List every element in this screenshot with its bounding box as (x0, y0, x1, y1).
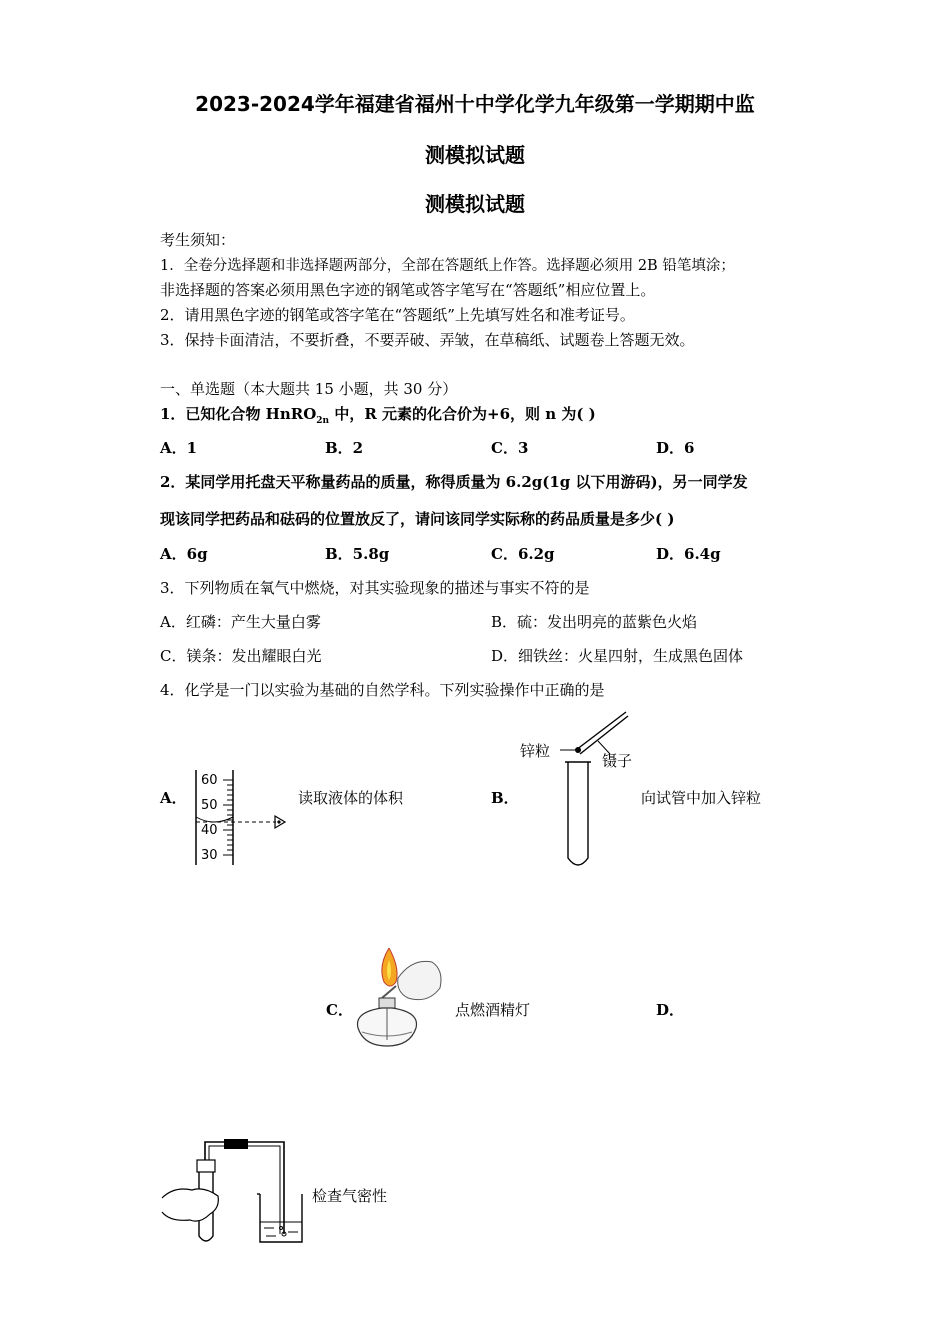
question-4-option-d-text: 检查气密性 (312, 1187, 388, 1205)
question-1-stem-sub: 2n (316, 416, 330, 426)
cylinder-tick-30: 30 (201, 848, 218, 863)
section-heading: 一、单选题（本大题共 15 小题，共 30 分） (160, 380, 458, 398)
page-title-line-1: 2023-2024学年福建省福州十中学化学九年级第一学期期中监 (195, 92, 755, 116)
question-3-option-c[interactable]: C．镁条：发出耀眼白光 (160, 647, 322, 665)
question-4-option-b-text: 向试管中加入锌粒 (641, 789, 762, 807)
question-3-stem: 3．下列物质在氧气中燃烧，对其实验现象的描述与事实不符的是 (160, 579, 590, 597)
airtightness-check-figure (160, 1134, 310, 1246)
question-2-option-c[interactable]: C．6.2g (491, 545, 555, 563)
notice-item-1b: 非选择题的答案必须用黑色字迹的钢笔或答字笔写在“答题纸”相应位置上。 (160, 281, 656, 299)
question-3-option-d[interactable]: D．细铁丝：火星四射，生成黑色固体 (491, 647, 744, 665)
graduated-cylinder-reading-figure (193, 765, 293, 867)
notice-heading: 考生须知： (160, 231, 236, 249)
cylinder-tick-40: 40 (201, 823, 218, 838)
question-4-option-d[interactable]: D． (656, 1001, 685, 1019)
page-title-line-2: 测模拟试题 (425, 143, 525, 167)
question-1-option-c[interactable]: C．3 (491, 439, 529, 457)
question-1-stem-pre: 1．已知化合物 HnRO (160, 405, 317, 423)
question-1-option-b[interactable]: B．2 (325, 439, 364, 457)
question-2-option-a[interactable]: A．6g (160, 545, 208, 563)
question-3-option-b[interactable]: B．硫：发出明亮的蓝紫色火焰 (491, 613, 698, 631)
question-4-option-c-text: 点燃酒精灯 (455, 1001, 531, 1019)
notice-item-2: 2．请用黑色字迹的钢笔或答字笔在“答题纸”上先填写姓名和准考证号。 (160, 306, 635, 324)
question-4-stem: 4．化学是一门以实验为基础的自然学科。下列实验操作中正确的是 (160, 681, 605, 699)
question-1-option-a[interactable]: A．1 (160, 439, 198, 457)
question-4-option-a[interactable]: A． (160, 789, 187, 807)
question-1-stem (160, 403, 596, 426)
question-4-option-b[interactable]: B． (491, 789, 519, 807)
question-1-stem-post: 中，R 元素的化合价为+6，则 n 为( ) (329, 405, 596, 423)
question-2-option-b[interactable]: B．5.8g (325, 545, 390, 563)
alcohol-lamp-figure (352, 948, 452, 1056)
question-2-stem-line-1: 2．某同学用托盘天平称量药品的质量，称得质量为 6.2g(1g 以下用游码)，另一同学发 (160, 473, 748, 491)
cylinder-tick-50: 50 (201, 798, 218, 813)
question-4-option-a-text: 读取液体的体积 (298, 789, 404, 807)
question-4-option-c[interactable]: C． (326, 1001, 353, 1019)
test-tube-zinc-figure (518, 706, 648, 872)
notice-item-3: 3．保持卡面清洁，不要折叠，不要弄破、弄皱，在草稿纸、试题卷上答题无效。 (160, 331, 695, 349)
notice-item-1a: 1．全卷分选择题和非选择题两部分，全部在答题纸上作答。选择题必须用 2B 铅笔填涂； (160, 258, 735, 274)
cylinder-tick-60: 60 (201, 773, 218, 788)
question-2-stem-line-2: 现该同学把药品和砝码的位置放反了，请问该同学实际称的药品质量是多少( ) (160, 510, 675, 528)
question-2-option-d[interactable]: D．6.4g (656, 545, 721, 563)
page-title-line-3: 测模拟试题 (425, 192, 525, 216)
question-3-option-a[interactable]: A．红磷：产生大量白雾 (160, 613, 321, 631)
zinc-label: 锌粒 (520, 742, 551, 760)
hand-icon (162, 1189, 218, 1221)
tweezers-label: 镊子 (602, 752, 633, 770)
question-1-option-d[interactable]: D．6 (656, 439, 695, 457)
